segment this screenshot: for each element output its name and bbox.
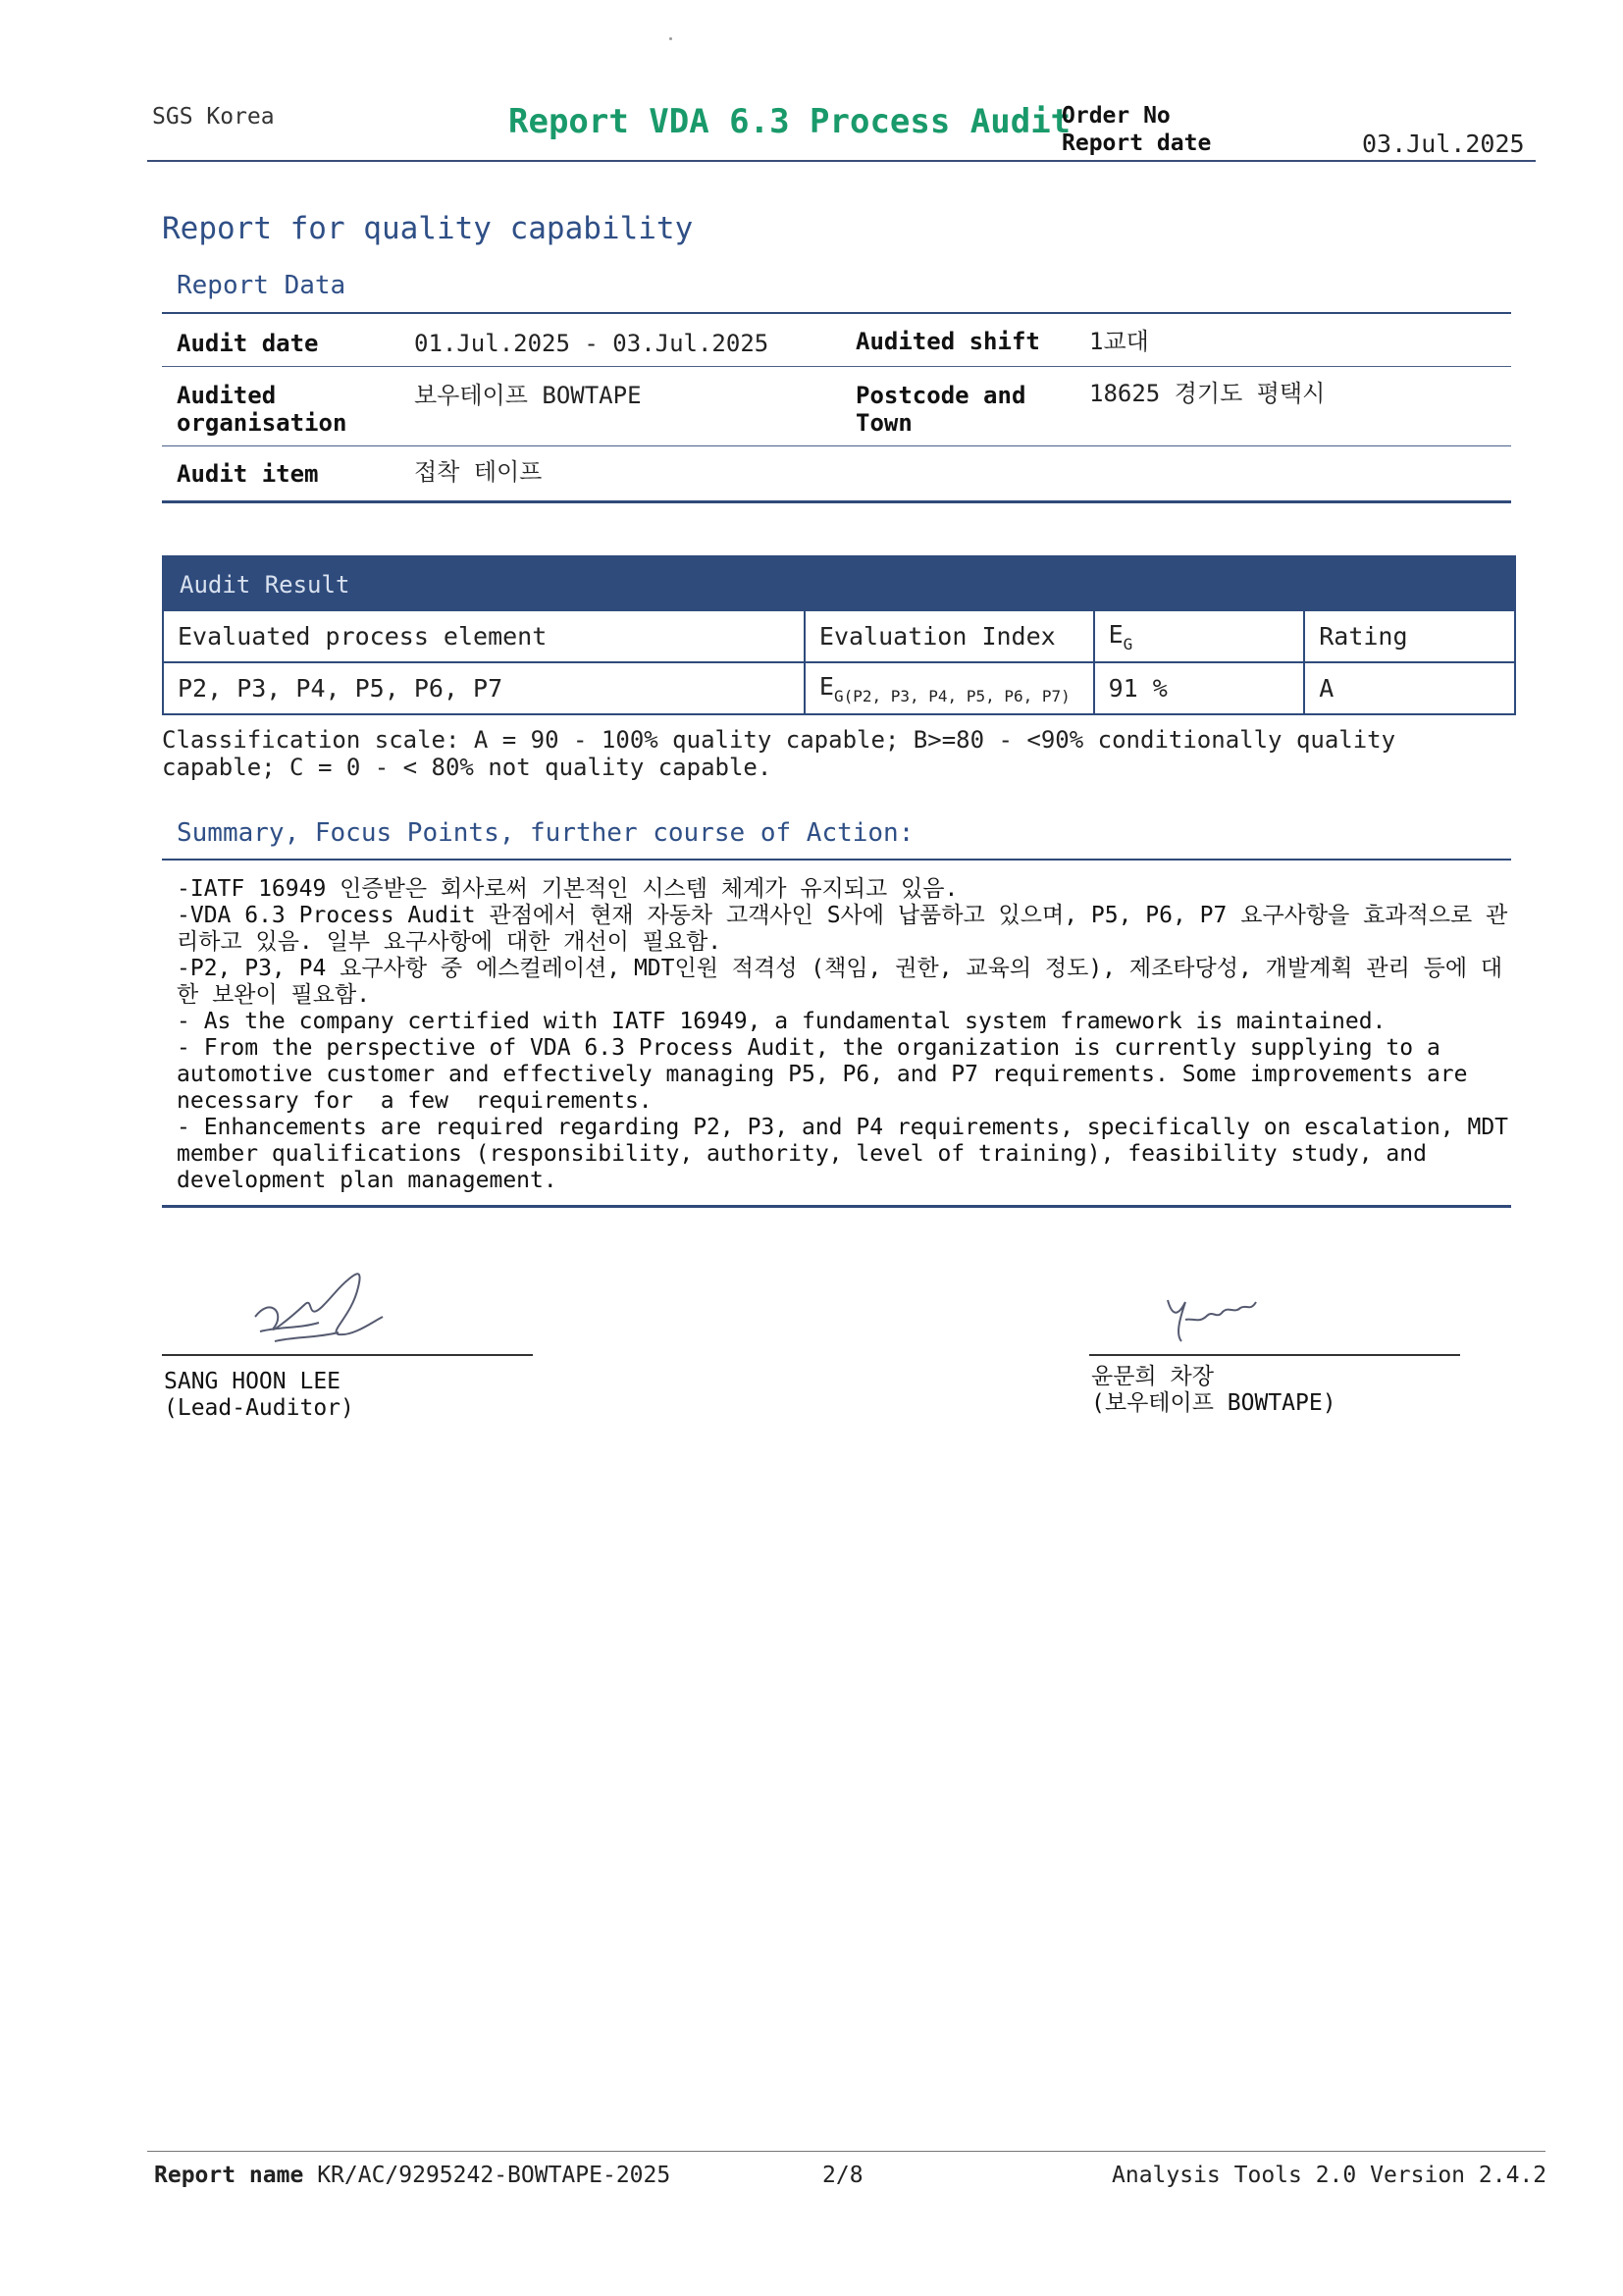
- list-item: -VDA 6.3 Process Audit 관점에서 현재 자동차 고객사인 S사에 납품하고 있으며, P5, P6, P7 요구사항을 효과적으로 관리하고 있음. 일부 요구사항에 대한 개선이 필요함.: [177, 903, 1508, 955]
- report-name-label: Report name: [154, 2163, 304, 2188]
- company-name: SGS Korea: [152, 104, 275, 130]
- report-data-title: Report Data: [177, 271, 346, 300]
- left-signatory: [164, 1369, 354, 1422]
- report-date-label: Report date: [1062, 130, 1212, 156]
- report-date: 03.Jul.2025: [1362, 130, 1525, 158]
- audit-result-header-bar: [162, 555, 1516, 609]
- right-signatory-org: (보우테이프 BOWTAPE): [1091, 1390, 1336, 1416]
- audit-date-label: Audit date: [177, 330, 319, 357]
- postcode-label: Postcode and Town: [856, 382, 1026, 437]
- report-data-bottom-line: [162, 500, 1511, 503]
- classification-scale: Classification scale: A = 90 - 100% quality capable; B>=80 - <90% conditionally quality capable; C = 0 - < 80% not quality capable.: [162, 726, 1396, 781]
- col-eg-header: $E_G$: [1094, 610, 1305, 662]
- audited-shift-value: 1교대: [1089, 328, 1149, 355]
- list-item: - As the company certified with IATF 16949, a fundamental system framework is maintained.: [177, 1009, 1387, 1034]
- summary-bottom-line: [162, 1205, 1511, 1208]
- summary-text: [177, 876, 1521, 1194]
- right-signatory-name: 윤문희 차장: [1091, 1364, 1214, 1389]
- header-meta: [1062, 102, 1211, 157]
- page-number: 2/8: [822, 2163, 864, 2188]
- audit-result-table: [162, 609, 1516, 715]
- list-item: -IATF 16949 인증받은 회사로써 기본적인 시스템 체계가 유지되고 있음.: [177, 876, 959, 902]
- left-signature: [245, 1258, 402, 1356]
- elements-value: P2, P3, P4, P5, P6, P7: [163, 662, 805, 714]
- footer-divider: [147, 2151, 1545, 2152]
- summary-title: Summary, Focus Points, further course of Action:: [177, 818, 915, 848]
- report-data-row-line: [162, 366, 1511, 367]
- section-title: Report for quality capability: [162, 211, 694, 246]
- eg-value: 91 %: [1094, 662, 1305, 714]
- postcode-value: 18625 경기도 평택시: [1089, 380, 1326, 407]
- audit-result-title: Audit Result: [180, 571, 350, 599]
- list-item: -P2, P3, P4 요구사항 중 에스컬레이션, MDT인원 적격성 (책임, 권한, 교육의 정도), 제조타당성, 개발계획 관리 등에 대한 보완이 필요함.: [177, 956, 1503, 1008]
- report-name-value: KR/AC/9295242-BOWTAPE-2025: [317, 2163, 671, 2188]
- list-item: - From the perspective of VDA 6.3 Process Audit, the organization is currently supplying to a automotive customer and effectively managing P5, P6, and P7 requirements. Some improvements are necessary for a few requirements.: [177, 1035, 1482, 1114]
- table-row: [163, 610, 1515, 662]
- left-signatory-role: (Lead-Auditor): [164, 1395, 354, 1421]
- table-row: [163, 662, 1515, 714]
- right-signature-line: [1089, 1354, 1460, 1356]
- report-name: [154, 2163, 670, 2188]
- report-data-top-line: [162, 312, 1511, 314]
- tool-version: Analysis Tools 2.0 Version 2.4.2: [1112, 2163, 1547, 2188]
- audit-item-label: Audit item: [177, 460, 319, 488]
- col-rating-header: Rating: [1304, 610, 1515, 662]
- order-no-label: Order No: [1062, 103, 1171, 129]
- right-signatory: [1091, 1364, 1336, 1417]
- col-element-header: Evaluated process element: [163, 610, 805, 662]
- header-divider: [147, 160, 1536, 162]
- audited-org-label: Audited organisation: [177, 382, 347, 437]
- audited-shift-label: Audited shift: [856, 328, 1040, 355]
- audited-org-value: 보우테이프 BOWTAPE: [414, 382, 642, 409]
- summary-top-line: [162, 859, 1511, 861]
- scan-speck: [669, 37, 672, 40]
- audit-item-value: 접착 테이프: [414, 458, 543, 486]
- left-signature-line: [162, 1354, 533, 1356]
- list-item: - Enhancements are required regarding P2, P3, and P4 requirements, specifically on escalation, MDT member qualifications (responsibility, authority, level of training), feasibility study, and development plan management.: [177, 1115, 1522, 1193]
- report-data-row-line-2: [162, 445, 1511, 446]
- left-signatory-name: SANG HOON LEE: [164, 1369, 341, 1394]
- col-index-header: Evaluation Index: [805, 610, 1094, 662]
- report-title: Report VDA 6.3 Process Audit: [508, 102, 1072, 141]
- audit-date-value: 01.Jul.2025 - 03.Jul.2025: [414, 330, 769, 357]
- index-value: $E_{G(P2, P3, P4, P5, P6, P7)}$: [805, 662, 1094, 714]
- rating-value: A: [1304, 662, 1515, 714]
- right-signature: [1158, 1280, 1315, 1349]
